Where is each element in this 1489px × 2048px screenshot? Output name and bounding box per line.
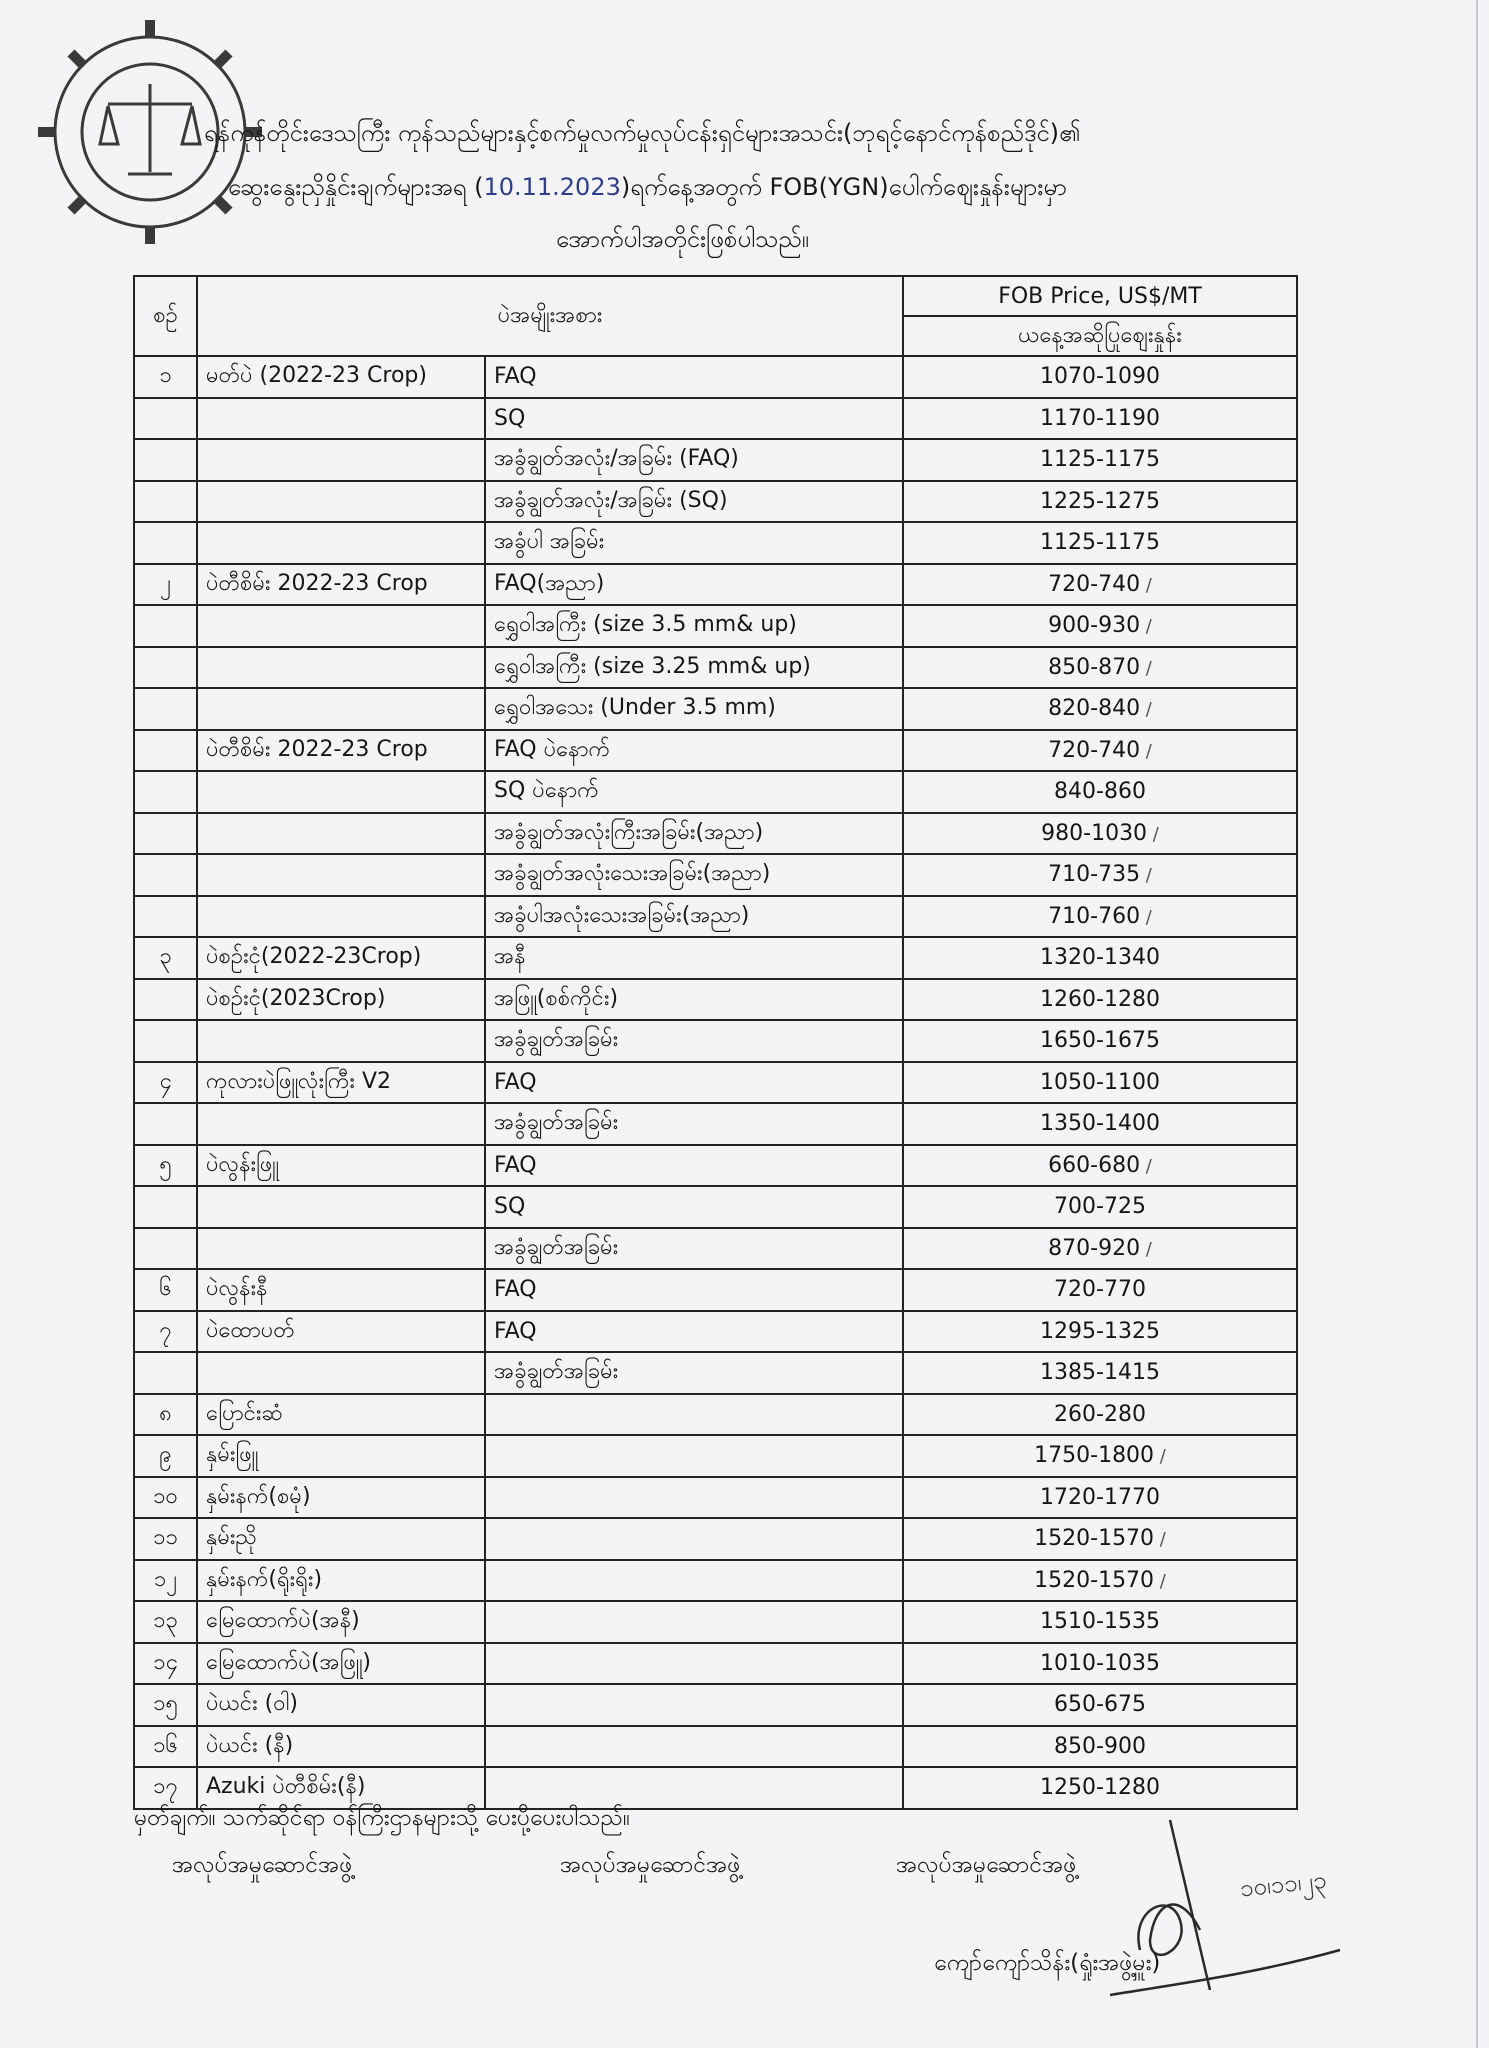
item-price: 1010-1035: [903, 1643, 1297, 1685]
item-name: ကုလားပဲဖြူလုံးကြီး V2: [197, 1062, 485, 1104]
item-price: 710-735 /: [903, 854, 1297, 896]
item-price: 1250-1280: [903, 1767, 1297, 1809]
document-header: [0, 0, 1489, 270]
item-price: 720-740 /: [903, 564, 1297, 606]
row-number: [134, 1228, 197, 1270]
table-row: [134, 1601, 1297, 1643]
item-grade: FAQ(အညာ): [485, 564, 903, 606]
row-number: ၃: [134, 937, 197, 979]
row-number: [134, 688, 197, 730]
row-number: [134, 979, 197, 1021]
handwritten-date: ၁၀၊၁၁၊၂၃: [1238, 1865, 1328, 1903]
item-price: 1350-1400: [903, 1103, 1297, 1145]
table-row: [134, 1103, 1297, 1145]
item-name: [197, 522, 485, 564]
row-number: [134, 1103, 197, 1145]
item-price: 980-1030 /: [903, 813, 1297, 855]
row-number: [134, 605, 197, 647]
row-number: ၁: [134, 356, 197, 398]
item-name: ပဲတီစိမ်း 2022-23 Crop: [197, 730, 485, 772]
item-name: [197, 1228, 485, 1270]
row-number: [134, 1020, 197, 1062]
item-grade: အခွံချွတ်အလုံးသေးအခြမ်း(အညာ): [485, 854, 903, 896]
table-header-row: [134, 276, 1297, 316]
table-row: [134, 1477, 1297, 1519]
item-price: 1125-1175: [903, 439, 1297, 481]
item-name: [197, 1186, 485, 1228]
item-name: [197, 688, 485, 730]
item-price: 1125-1175: [903, 522, 1297, 564]
item-grade: အနီ: [485, 937, 903, 979]
item-name: မြေထောက်ပဲ(အဖြူ): [197, 1643, 485, 1685]
item-grade: [485, 1477, 903, 1519]
item-price: 820-840 /: [903, 688, 1297, 730]
item-name: [197, 813, 485, 855]
item-grade: အခွံပါအလုံးသေးအခြမ်း(အညာ): [485, 896, 903, 938]
item-name: ပဲယင်း (နီ): [197, 1726, 485, 1768]
table-row: [134, 896, 1297, 938]
row-number: [134, 730, 197, 772]
item-grade: [485, 1560, 903, 1602]
row-number: [134, 813, 197, 855]
item-price: 850-900: [903, 1726, 1297, 1768]
item-price: 1260-1280: [903, 979, 1297, 1021]
item-name: [197, 1103, 485, 1145]
item-price: 710-760 /: [903, 896, 1297, 938]
row-number: ၁၄: [134, 1643, 197, 1685]
header-line-2: [228, 170, 1067, 204]
table-row: [134, 813, 1297, 855]
row-number: ၁၆: [134, 1726, 197, 1768]
item-name: [197, 605, 485, 647]
item-price: 1170-1190: [903, 398, 1297, 440]
row-number: ၇: [134, 1311, 197, 1353]
table-row: [134, 564, 1297, 606]
item-grade: SQ: [485, 398, 903, 440]
table-row: [134, 1394, 1297, 1436]
table-row: [134, 398, 1297, 440]
item-grade: FAQ: [485, 356, 903, 398]
item-grade: SQ ပဲနောက်: [485, 771, 903, 813]
item-price: 660-680 /: [903, 1145, 1297, 1187]
item-grade: FAQ: [485, 1269, 903, 1311]
item-price: 1510-1535: [903, 1601, 1297, 1643]
row-number: ၆: [134, 1269, 197, 1311]
row-number: ၂: [134, 564, 197, 606]
table-row: [134, 1684, 1297, 1726]
header-date: 10.11.2023: [483, 173, 621, 201]
row-number: [134, 771, 197, 813]
table-row: [134, 1726, 1297, 1768]
row-number: [134, 896, 197, 938]
item-grade: [485, 1684, 903, 1726]
row-number: [134, 854, 197, 896]
table-row: [134, 979, 1297, 1021]
row-number: ၁၁: [134, 1518, 197, 1560]
table-row: [134, 1518, 1297, 1560]
item-name: မတ်ပဲ (2022-23 Crop): [197, 356, 485, 398]
table-row: [134, 771, 1297, 813]
item-name: ပဲလွန်းနီ: [197, 1269, 485, 1311]
row-number: [134, 398, 197, 440]
item-grade: FAQ: [485, 1062, 903, 1104]
table-row: [134, 1186, 1297, 1228]
row-number: ၉: [134, 1435, 197, 1477]
table-row: [134, 1269, 1297, 1311]
table-row: [134, 854, 1297, 896]
item-grade: အခွံချွတ်အလုံးကြီးအခြမ်း(အညာ): [485, 813, 903, 855]
item-price: 720-770: [903, 1269, 1297, 1311]
item-grade: အခွံချွတ်အလုံး/အခြမ်း (FAQ): [485, 439, 903, 481]
table-row: [134, 1352, 1297, 1394]
item-price: 870-920 /: [903, 1228, 1297, 1270]
item-price: 1225-1275: [903, 481, 1297, 523]
item-name: နှမ်းနက်(ရိုးရိုး): [197, 1560, 485, 1602]
row-number: [134, 481, 197, 523]
item-grade: အခွံပါ အခြမ်း: [485, 522, 903, 564]
table-row: [134, 730, 1297, 772]
col-header-item: ပဲအမျိုးအစား: [197, 276, 903, 356]
item-price: 1050-1100: [903, 1062, 1297, 1104]
item-name: Azuki ပဲတီစိမ်း(နီ): [197, 1767, 485, 1809]
item-grade: [485, 1435, 903, 1477]
item-name: ပဲယင်း (ဝါ): [197, 1684, 485, 1726]
row-number: ၁၃: [134, 1601, 197, 1643]
signer-name: ကျော်ကျော်သိန်း(ရှုံးအဖွဲ့မှူး): [934, 1950, 1161, 1976]
item-grade: [485, 1726, 903, 1768]
item-grade: FAQ: [485, 1145, 903, 1187]
item-price: 900-930 /: [903, 605, 1297, 647]
item-grade: အဖြူ(စစ်ကိုင်း): [485, 979, 903, 1021]
item-price: 1650-1675: [903, 1020, 1297, 1062]
table-row: [134, 522, 1297, 564]
item-price: 1295-1325: [903, 1311, 1297, 1353]
col-header-proposed-price: ယနေ့အဆိုပြုဈေးနှုန်း: [903, 316, 1297, 356]
col-header-no: စဉ်: [134, 276, 197, 356]
table-row: [134, 481, 1297, 523]
item-price: 850-870 /: [903, 647, 1297, 689]
header-line-3: အောက်ပါအတိုင်းဖြစ်ပါသည်။: [556, 225, 809, 253]
item-name: [197, 1020, 485, 1062]
item-name: [197, 854, 485, 896]
item-price: 700-725: [903, 1186, 1297, 1228]
header-line-2-start: ဆွေးနွေးညှိနှိုင်းချက်များအရ (: [228, 173, 484, 201]
paper-edge: [1476, 0, 1478, 2048]
table-row: [134, 356, 1297, 398]
table-row: [134, 1311, 1297, 1353]
item-grade: ရွှေဝါအသေး (Under 3.5 mm): [485, 688, 903, 730]
row-number: [134, 1186, 197, 1228]
row-number: [134, 522, 197, 564]
item-grade: FAQ: [485, 1311, 903, 1353]
item-name: [197, 647, 485, 689]
item-grade: [485, 1394, 903, 1436]
item-name: မြေထောက်ပဲ(အနီ): [197, 1601, 485, 1643]
item-price: 1520-1570 /: [903, 1518, 1297, 1560]
item-price: 840-860: [903, 771, 1297, 813]
signature-label-3: အလုပ်အမှုဆောင်အဖွဲ့: [896, 1852, 1077, 1878]
item-grade: ရွှေဝါအကြီး (size 3.25 mm& up): [485, 647, 903, 689]
row-number: [134, 647, 197, 689]
row-number: ၈: [134, 1394, 197, 1436]
table-row: [134, 439, 1297, 481]
footer-note: မှတ်ချက်။ သက်ဆိုင်ရာ ဝန်ကြီးဌာနများသို့ ပေးပို့ပေးပါသည်။: [134, 1805, 630, 1831]
table-row: [134, 1145, 1297, 1187]
item-grade: [485, 1601, 903, 1643]
item-name: [197, 398, 485, 440]
row-number: [134, 439, 197, 481]
table-row: [134, 1228, 1297, 1270]
item-price: 1070-1090: [903, 356, 1297, 398]
col-header-price: FOB Price, US$/MT: [903, 276, 1297, 316]
signature-label-2: အလုပ်အမှုဆောင်အဖွဲ့: [560, 1852, 741, 1878]
header-line-2-end: )ရက်နေ့အတွက် FOB(YGN)ပေါက်ဈေးနှုန်းများမှာ: [620, 173, 1067, 201]
row-number: [134, 1352, 197, 1394]
table-row: [134, 1560, 1297, 1602]
item-name: [197, 439, 485, 481]
table-row: [134, 1020, 1297, 1062]
item-name: ပဲစဉ်းငုံ(2022-23Crop): [197, 937, 485, 979]
item-price: 1385-1415: [903, 1352, 1297, 1394]
header-line-1: ရန်ကုန်တိုင်းဒေသကြီး ကုန်သည်များနှင့်စက်မှုလက်မှုလုပ်ငန်းရှင်များအသင်း(ဘုရင့်နောင်ကုန်စည်ဒိုင်)၏: [204, 119, 1081, 147]
item-name: [197, 771, 485, 813]
item-grade: အခွံချွတ်အခြမ်း: [485, 1020, 903, 1062]
item-price: 260-280: [903, 1394, 1297, 1436]
item-name: [197, 896, 485, 938]
item-name: နှမ်းနက်(စမုံ): [197, 1477, 485, 1519]
row-number: ၅: [134, 1145, 197, 1187]
table-row: [134, 1643, 1297, 1685]
row-number: ၁၂: [134, 1560, 197, 1602]
table-row: [134, 647, 1297, 689]
row-number: ၁၀: [134, 1477, 197, 1519]
item-grade: အခွံချွတ်အခြမ်း: [485, 1103, 903, 1145]
item-price: 1750-1800 /: [903, 1435, 1297, 1477]
table-row: [134, 688, 1297, 730]
item-price: 1320-1340: [903, 937, 1297, 979]
signature-label-1: အလုပ်အမှုဆောင်အဖွဲ့: [172, 1852, 353, 1878]
item-grade: FAQ ပဲနောက်: [485, 730, 903, 772]
table-row: [134, 1435, 1297, 1477]
row-number: ၄: [134, 1062, 197, 1104]
item-grade: [485, 1643, 903, 1685]
item-name: [197, 481, 485, 523]
item-price: 1720-1770: [903, 1477, 1297, 1519]
item-name: နှမ်းညို: [197, 1518, 485, 1560]
item-name: ပဲထောပတ်: [197, 1311, 485, 1353]
item-name: ပဲတီစိမ်း 2022-23 Crop: [197, 564, 485, 606]
item-grade: ရွှေဝါအကြီး (size 3.5 mm& up): [485, 605, 903, 647]
item-grade: အခွံချွတ်အခြမ်း: [485, 1228, 903, 1270]
price-table: [133, 275, 1298, 1810]
item-name: ပြောင်းဆံ: [197, 1394, 485, 1436]
table-row: [134, 1062, 1297, 1104]
item-price: 720-740 /: [903, 730, 1297, 772]
item-grade: SQ: [485, 1186, 903, 1228]
table-row: [134, 605, 1297, 647]
item-price: 650-675: [903, 1684, 1297, 1726]
item-name: [197, 1352, 485, 1394]
item-grade: အခွံချွတ်အလုံး/အခြမ်း (SQ): [485, 481, 903, 523]
row-number: ၁၇: [134, 1767, 197, 1809]
item-name: နှမ်းဖြူ: [197, 1435, 485, 1477]
table-row: [134, 937, 1297, 979]
row-number: ၁၅: [134, 1684, 197, 1726]
item-grade: [485, 1518, 903, 1560]
item-grade: အခွံချွတ်အခြမ်း: [485, 1352, 903, 1394]
item-name: ပဲလွန်းဖြူ: [197, 1145, 485, 1187]
item-price: 1520-1570 /: [903, 1560, 1297, 1602]
price-table-body: [134, 356, 1297, 1809]
item-name: ပဲစဉ်းငုံ(2023Crop): [197, 979, 485, 1021]
